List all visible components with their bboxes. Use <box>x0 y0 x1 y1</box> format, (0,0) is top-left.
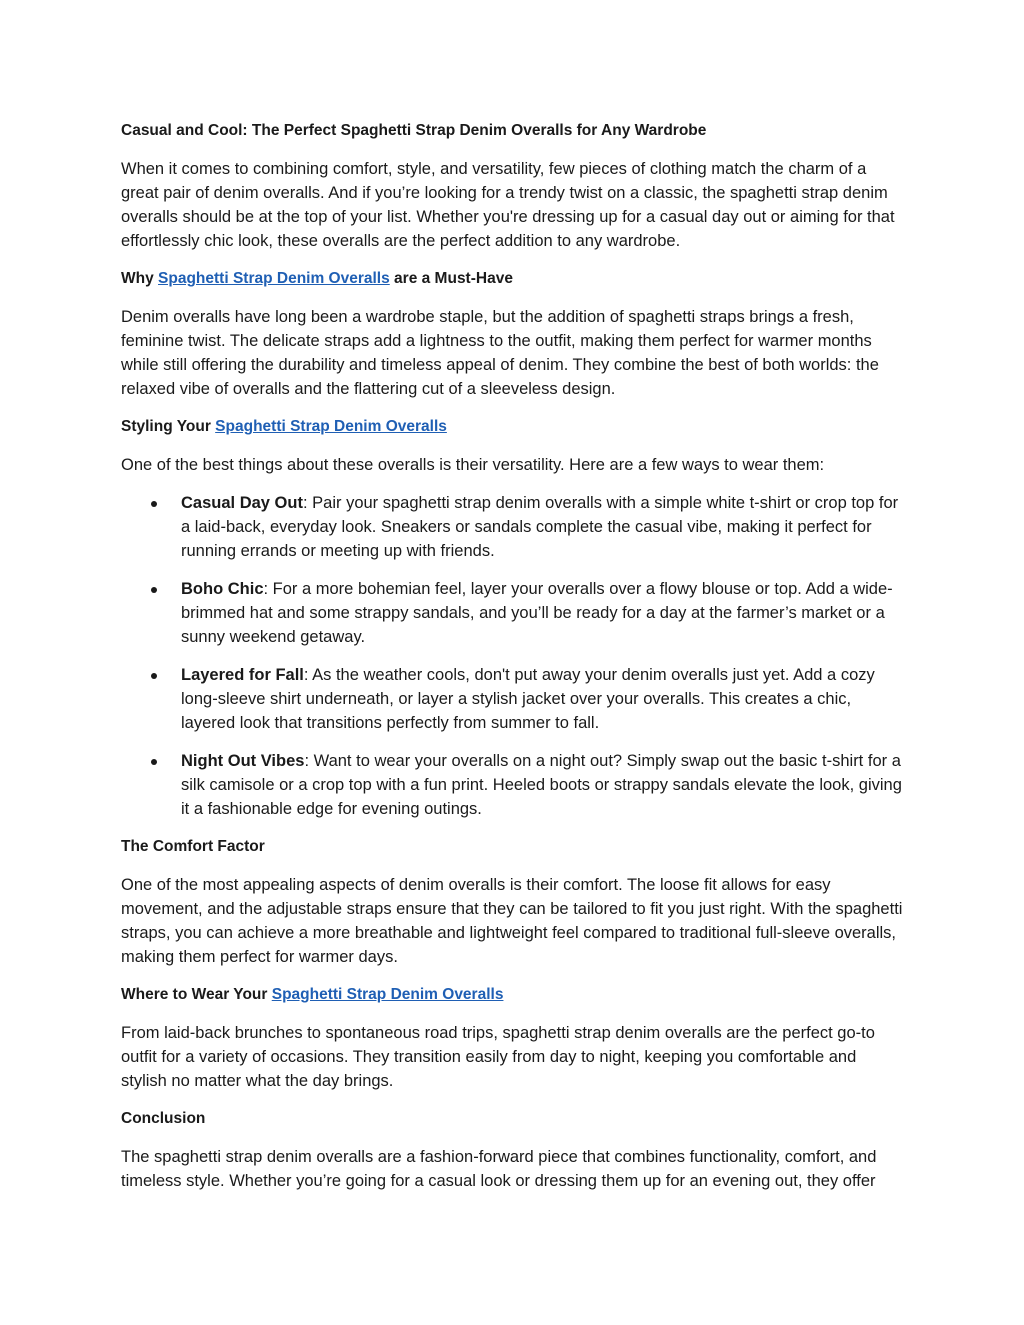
heading-styling-prefix: Styling Your <box>121 418 216 435</box>
conclusion-paragraph: The spaghetti strap denim overalls are a fashion-forward piece that combines functionality, comfort, and timeless style. Whether you’re going for a casual look or dressing them up for an evening out, they offer <box>121 1148 877 1190</box>
heading-where-prefix: Where to Wear Your <box>121 986 272 1003</box>
list-item-text: : For a more bohemian feel, layer your overalls over a flowy blouse or top. Add a wide-brimmed hat and some strappy sandals, and you’ll be ready for a day at the farmer’s market or a sunny weekend getaway. <box>181 580 893 646</box>
heading-conclusion: Conclusion <box>121 1110 206 1127</box>
heading-comfort: The Comfort Factor <box>121 838 265 855</box>
heading-why <box>121 267 906 291</box>
heading-styling <box>121 415 906 439</box>
bullet-icon <box>151 759 157 765</box>
link-spaghetti-overalls-styling[interactable]: Spaghetti Strap Denim Overalls <box>215 418 447 435</box>
list-item <box>121 749 906 821</box>
heading-where <box>121 983 906 1007</box>
why-paragraph: Denim overalls have long been a wardrobe staple, but the addition of spaghetti straps brings a fresh, feminine twist. The delicate straps add a lightness to the outfit, making them perfect for warmer months while still offering the durability and timeless appeal of denim. They combine the best of both worlds: the relaxed vibe of overalls and the flattering cut of a sleeveless design. <box>121 308 879 398</box>
bullet-icon <box>151 587 157 593</box>
styling-paragraph: One of the best things about these overalls is their versatility. Here are a few ways to wear them: <box>121 456 825 474</box>
list-item-term: Layered for Fall <box>181 666 304 684</box>
list-item-text: : Pair your spaghetti strap denim overalls with a simple white t-shirt or crop top for a laid-back, everyday look. Sneakers or sandals complete the casual vibe, making it perfect for running errands or meeting up with friends. <box>181 494 899 560</box>
comfort-paragraph: One of the most appealing aspects of denim overalls is their comfort. The loose fit allows for easy movement, and the adjustable straps ensure that they can be tailored to fit you just right. With the spaghetti straps, you can achieve a more breathable and lightweight feel compared to traditional full-sleeve overalls, making them perfect for warmer days. <box>121 876 903 966</box>
list-item <box>121 491 906 563</box>
list-item-term: Night Out Vibes <box>181 752 305 770</box>
list-item <box>121 577 906 649</box>
heading-why-suffix: are a Must-Have <box>389 270 513 287</box>
where-paragraph: From laid-back brunches to spontaneous road trips, spaghetti strap denim overalls are the perfect go-to outfit for a variety of occasions. They transition easily from day to night, keeping you comfortable and stylish no matter what the day brings. <box>121 1024 875 1090</box>
intro-paragraph: When it comes to combining comfort, style, and versatility, few pieces of clothing match the charm of a great pair of denim overalls. And if you’re looking for a trendy twist on a classic, the spaghetti strap denim overalls should be at the top of your list. Whether you're dressing up for a casual day out or aiming for that effortlessly chic look, these overalls are the perfect addition to any wardrobe. <box>121 160 895 250</box>
bullet-icon <box>151 501 157 507</box>
list-item-text: : Want to wear your overalls on a night out? Simply swap out the basic t-shirt for a silk camisole or a crop top with a fun print. Heeled boots or strappy sandals elevate the look, giving it a fashionable edge for evening outings. <box>181 752 902 818</box>
bullet-icon <box>151 673 157 679</box>
link-spaghetti-overalls-why[interactable]: Spaghetti Strap Denim Overalls <box>158 270 390 287</box>
styling-list <box>121 491 906 821</box>
link-spaghetti-overalls-where[interactable]: Spaghetti Strap Denim Overalls <box>271 986 504 1003</box>
list-item <box>121 663 906 735</box>
list-item-text: : As the weather cools, don't put away your denim overalls just yet. Add a cozy long-sleeve shirt underneath, or layer a stylish jacket over your overalls. This creates a chic, layered look that transitions perfectly from summer to fall. <box>181 666 875 732</box>
document-page <box>121 119 906 1207</box>
page-title: Casual and Cool: The Perfect Spaghetti Strap Denim Overalls for Any Wardrobe <box>121 122 707 139</box>
list-item-term: Boho Chic <box>181 580 264 598</box>
list-item-term: Casual Day Out <box>181 494 303 512</box>
heading-why-prefix: Why <box>121 270 159 287</box>
